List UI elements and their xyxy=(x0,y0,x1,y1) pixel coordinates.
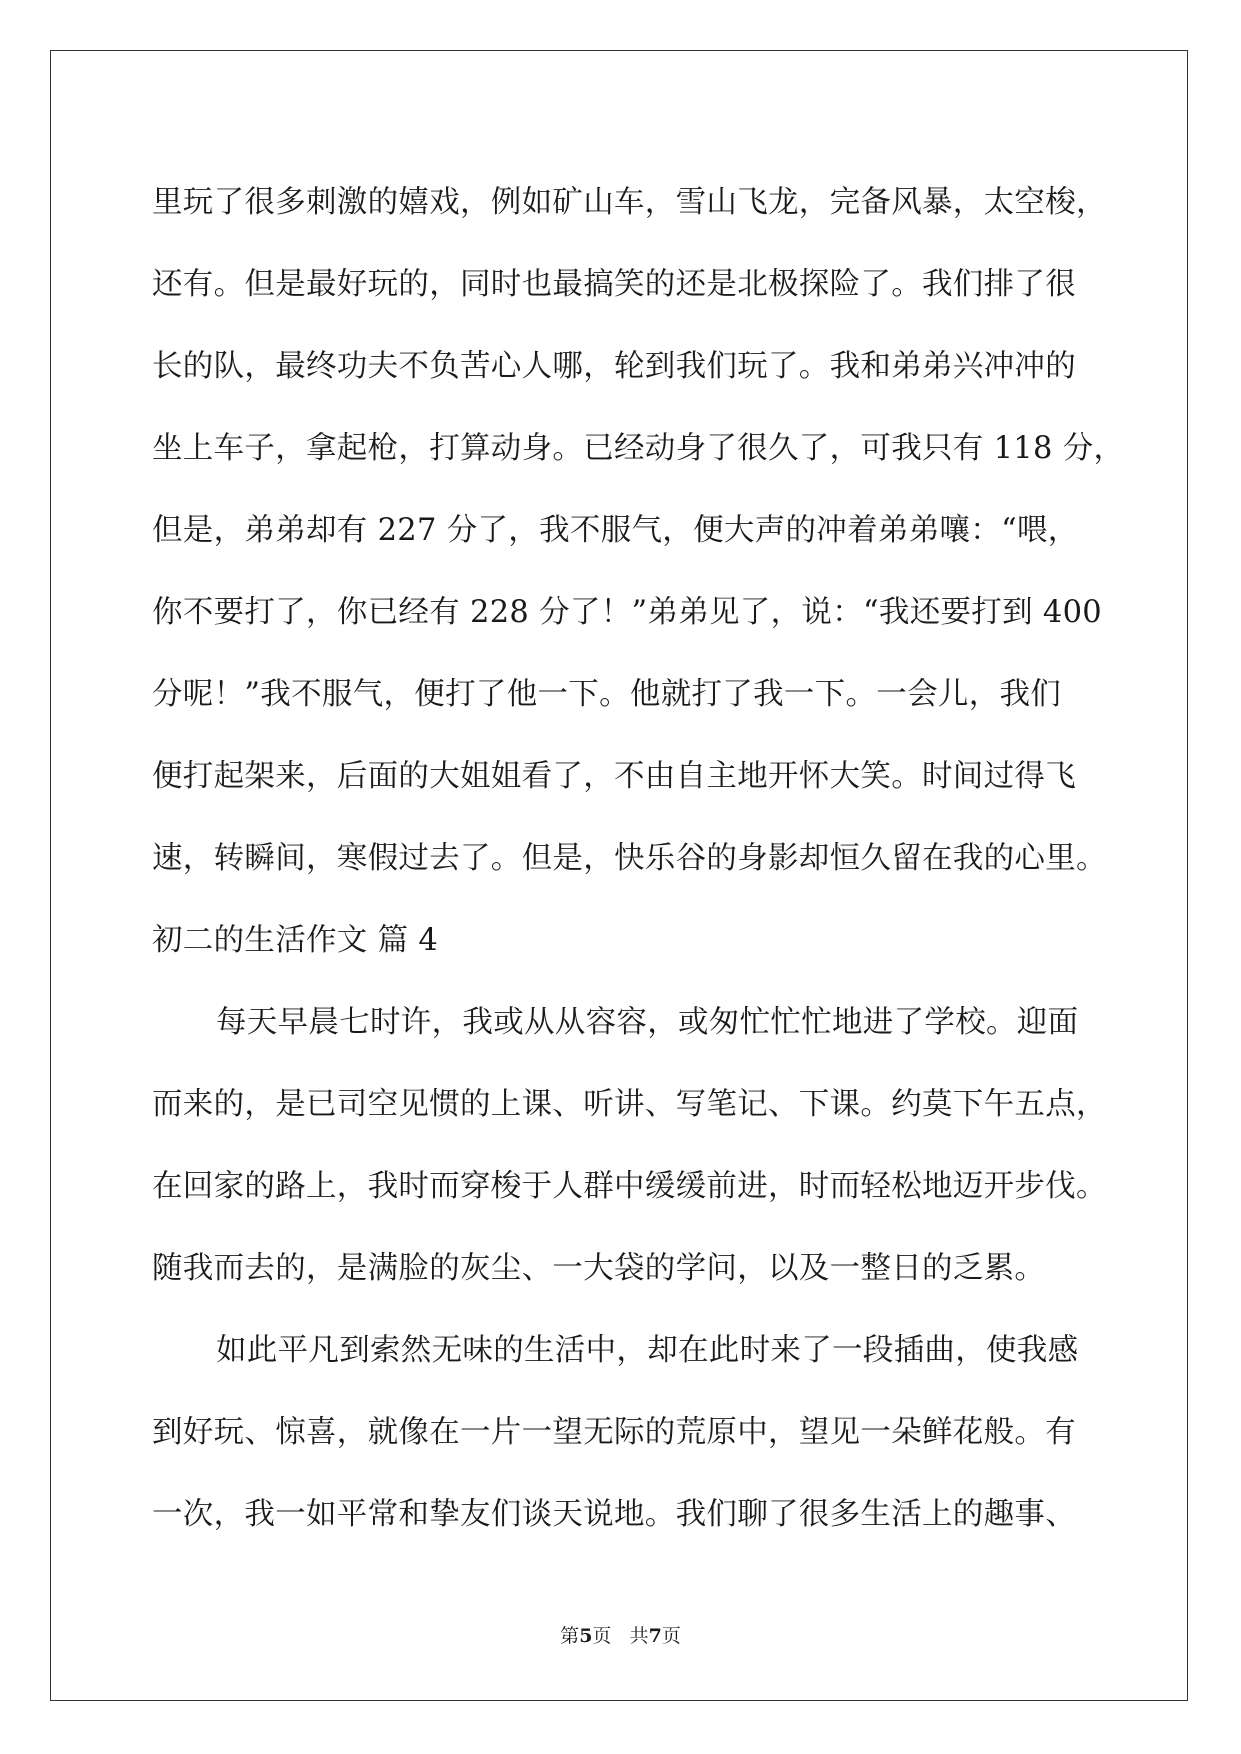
text-line: 而来的，是已司空见惯的上课、听讲、写笔记、下课。约莫下午五点， xyxy=(152,1087,1107,1122)
text-line: 在回家的路上，我时而穿梭于人群中缓缓前进，时而轻松地迈开步伐。 xyxy=(152,1169,1107,1204)
text-line: 还有。但是最好玩的，同时也最搞笑的还是北极探险了。我们排了很 xyxy=(152,267,1076,302)
text-line: 速，转瞬间，寒假过去了。但是，快乐谷的身影却恒久留在我的心里。 xyxy=(152,841,1107,876)
total-suffix: 页 xyxy=(661,1625,681,1647)
section-heading: 初二的生活作文 篇 4 xyxy=(152,923,439,958)
page-prefix: 第 xyxy=(560,1625,580,1647)
text-line: 但是，弟弟却有 227 分了，我不服气，便大声的冲着弟弟嚷：“喂， xyxy=(152,513,1079,548)
text-line: 到好玩、惊喜，就像在一片一望无际的荒原中，望见一朵鲜花般。有 xyxy=(152,1415,1076,1450)
text-line: 便打起架来，后面的大姐姐看了，不由自主地开怀大笑。时间过得飞 xyxy=(152,759,1076,794)
page-suffix: 页 xyxy=(592,1625,612,1647)
text-line: 随我而去的，是满脸的灰尘、一大袋的学问，以及一整日的乏累。 xyxy=(152,1251,1046,1286)
text-line: 每天早晨七时许，我或从从容容，或匆忙忙忙地进了学校。迎面 xyxy=(216,1005,1079,1040)
text-line: 一次，我一如平常和挚友们谈天说地。我们聊了很多生活上的趣事、 xyxy=(152,1497,1076,1532)
text-line: 里玩了很多刺激的嬉戏，例如矿山车，雪山飞龙，完备风暴，太空梭， xyxy=(152,185,1107,220)
text-line: 分呢！”我不服气，便打了他一下。他就打了我一下。一会儿，我们 xyxy=(152,677,1062,712)
total-pages: 7 xyxy=(648,1625,662,1647)
total-prefix: 共 xyxy=(629,1625,649,1647)
page-footer xyxy=(0,1621,1241,1648)
text-line: 如此平凡到索然无味的生活中，却在此时来了一段插曲，使我感 xyxy=(216,1333,1079,1368)
document-body xyxy=(152,162,1125,1556)
page-number: 5 xyxy=(579,1625,593,1647)
text-line: 长的队，最终功夫不负苦心人哪，轮到我们玩了。我和弟弟兴冲冲的 xyxy=(152,349,1076,384)
text-line: 坐上车子，拿起枪，打算动身。已经动身了很久了，可我只有 118 分， xyxy=(152,431,1125,466)
text-line: 你不要打了，你已经有 228 分了！”弟弟见了，说：“我还要打到 400 xyxy=(152,595,1102,630)
